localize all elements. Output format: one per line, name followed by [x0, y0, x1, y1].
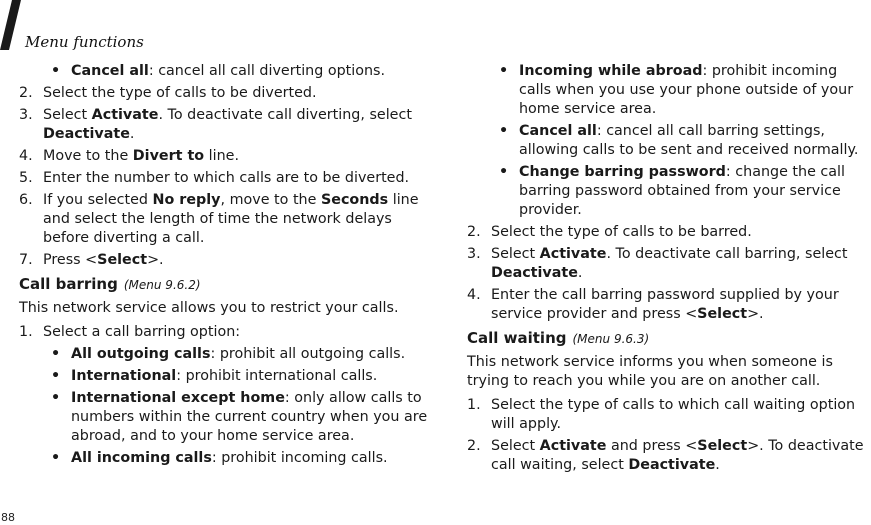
section-intro: This network service informs you when someone is trying to reach you while you are on another call.	[467, 354, 833, 389]
step-item: 4. Move to the Divert to line.	[19, 148, 239, 164]
list-item: • International: prohibit international calls.	[43, 367, 434, 386]
list-item: • Cancel all: cancel all call diverting options.	[43, 62, 434, 81]
list-item: • All outgoing calls: prohibit all outgoing calls.	[43, 345, 434, 364]
step-item: 2. Select Activate and press <Select>. To deactivate call waiting, select Deactivate.	[467, 438, 864, 473]
step-item: 5. Enter the number to which calls are to be diverted.	[19, 170, 410, 186]
list-item: • Change barring password: change the call barring password obtained from your service provider.	[491, 163, 871, 220]
step-item: 1. Select the type of calls to which call waiting option will apply.	[467, 397, 856, 432]
right-column	[467, 62, 871, 478]
step-item: 3. Select Activate. To deactivate call diverting, select Deactivate.	[19, 107, 412, 142]
list-item: • Incoming while abroad: prohibit incoming calls when you use your phone outside of your home service area.	[491, 62, 871, 119]
bullet-icon: •	[499, 164, 509, 180]
step-item: 1. Select a call barring option:	[19, 324, 241, 340]
header-accent-bar	[0, 0, 22, 50]
step-item: 6. If you selected No reply, move to the Seconds line and select the length of time the network delays before diverting a call.	[19, 192, 419, 246]
bullet-icon: •	[499, 63, 509, 79]
menu-reference: (Menu 9.6.2)	[123, 278, 201, 292]
bullet-icon: •	[51, 450, 61, 466]
list-item: • International except home: only allow calls to numbers within the current country when you are abroad, and to your home service area.	[43, 389, 434, 446]
page-header-title: Menu functions	[25, 33, 144, 51]
section-intro: This network service allows you to restrict your calls.	[19, 300, 399, 316]
section-heading-call-barring: Call barring (Menu 9.6.2)	[19, 275, 201, 293]
step-item: 7. Press <Select>.	[19, 252, 164, 268]
bullet-icon: •	[51, 390, 61, 406]
step-item: 2. Select the type of calls to be barred.	[467, 224, 752, 240]
bullet-icon: •	[51, 368, 61, 384]
step-item: 3. Select Activate. To deactivate call barring, select Deactivate.	[467, 246, 848, 281]
section-heading-call-waiting: Call waiting (Menu 9.6.3)	[467, 329, 650, 347]
menu-reference: (Menu 9.6.3)	[572, 332, 650, 346]
page-number: 88	[1, 511, 15, 524]
bullet-icon: •	[499, 123, 509, 139]
step-item: 4. Enter the call barring password supplied by your service provider and press <Select>.	[467, 287, 839, 322]
left-column	[19, 62, 434, 471]
bullet-icon: •	[51, 63, 61, 79]
step-item: 2. Select the type of calls to be diverted.	[19, 85, 317, 101]
list-item: • Cancel all: cancel all call barring settings, allowing calls to be sent and received normally.	[491, 122, 871, 160]
bullet-icon: •	[51, 346, 61, 362]
list-item: • All incoming calls: prohibit incoming calls.	[43, 449, 434, 468]
